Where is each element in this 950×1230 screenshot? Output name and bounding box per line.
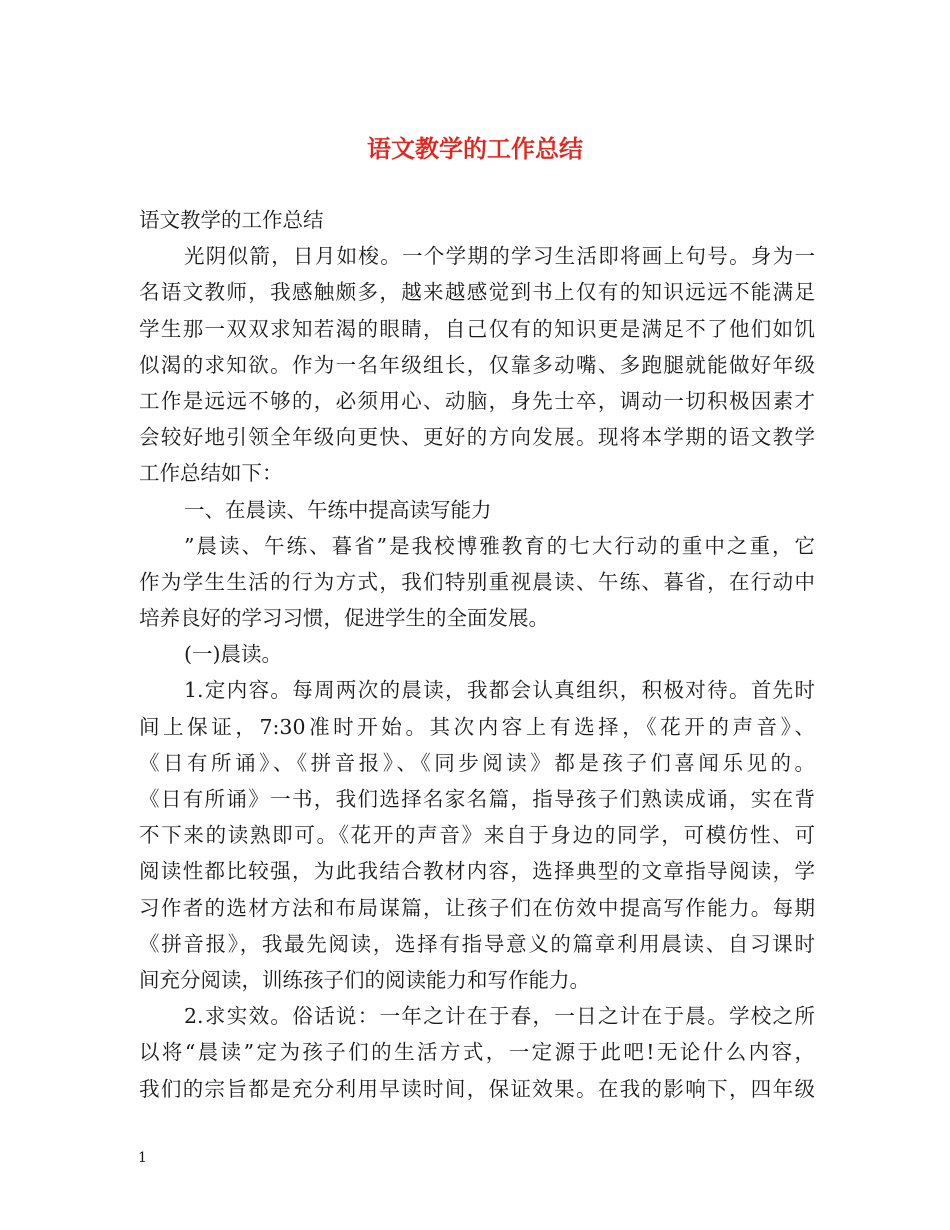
text-line: 会较好地引领全年级向更快、更好的方向发展。现将本学期的语文教学 (139, 425, 815, 450)
text-line: 不下来的读熟即可。《花开的声音》来自于身边的同学，可模仿性、可 (139, 823, 815, 848)
text-line: 阅读性都比较强，为此我结合教材内容，选择典型的文章指导阅读，学 (139, 859, 815, 884)
text-line: 培养良好的学习习惯，促进学生的全面发展。 (139, 606, 549, 631)
text-line: 1.定内容。每周两次的晨读，我都会认真组织，积极对待。首先时 (184, 678, 815, 703)
text-line: 作为学生生活的行为方式，我们特别重视晨读、午练、暮省，在行动中 (139, 569, 815, 594)
text-line: 光阴似箭，日月如梭。一个学期的学习生活即将画上句号。身为一 (184, 244, 815, 269)
text-line: 习作者的选材方法和布局谋篇，让孩子们在仿效中提高写作能力。每期 (139, 895, 815, 920)
subtitle-line: 语文教学的工作总结 (139, 208, 324, 232)
text-line: 间上保证，7:30准时开始。其次内容上有选择，《花开的声音》、 (139, 714, 815, 739)
text-line: 工作总结如下： (139, 461, 283, 486)
text-line: 似渴的求知欲。作为一名年级组长，仅靠多动嘴、多跑腿就能做好年级 (139, 352, 815, 377)
document-title: 语文教学的工作总结 (367, 134, 583, 163)
text-line: 间充分阅读，训练孩子们的阅读能力和写作能力。 (139, 967, 590, 992)
page-number: 1 (138, 1150, 147, 1166)
text-line: 工作是远远不够的，必须用心、动脑，身先士卒，调动一切积极因素才 (139, 388, 815, 413)
text-line: 学生那一双双求知若渴的眼睛，自己仅有的知识更是满足不了他们如饥 (139, 316, 815, 341)
text-line: ”晨读、午练、暮省”是我校博雅教育的七大行动的重中之重，它 (184, 533, 815, 558)
text-line: 《日有所诵》一书，我们选择名家名篇，指导孩子们熟读成诵，实在背 (139, 787, 815, 811)
subsection-heading: (一)晨读。 (184, 642, 282, 667)
text-line: 2.求实效。俗话说：一年之计在于春，一日之计在于晨。学校之所 (184, 1004, 815, 1029)
text-line: 名语文教师，我感触颇多，越来越感觉到书上仅有的知识远远不能满足 (139, 280, 815, 305)
text-line: 《日有所诵》、《拼音报》、《同步阅读》都是孩子们喜闻乐见的。 (139, 750, 815, 775)
text-line: 以将“晨读”定为孩子们的生活方式，一定源于此吧!无论什么内容， (139, 1040, 815, 1065)
text-line: 《拼音报》，我最先阅读，选择有指导意义的篇章利用晨读、自习课时 (139, 931, 815, 956)
document-body (139, 202, 815, 1107)
text-line: 我们的宗旨都是充分利用早读时间，保证效果。在我的影响下，四年级 (139, 1076, 815, 1101)
section-heading: 一、在晨读、午练中提高读写能力 (184, 497, 492, 522)
